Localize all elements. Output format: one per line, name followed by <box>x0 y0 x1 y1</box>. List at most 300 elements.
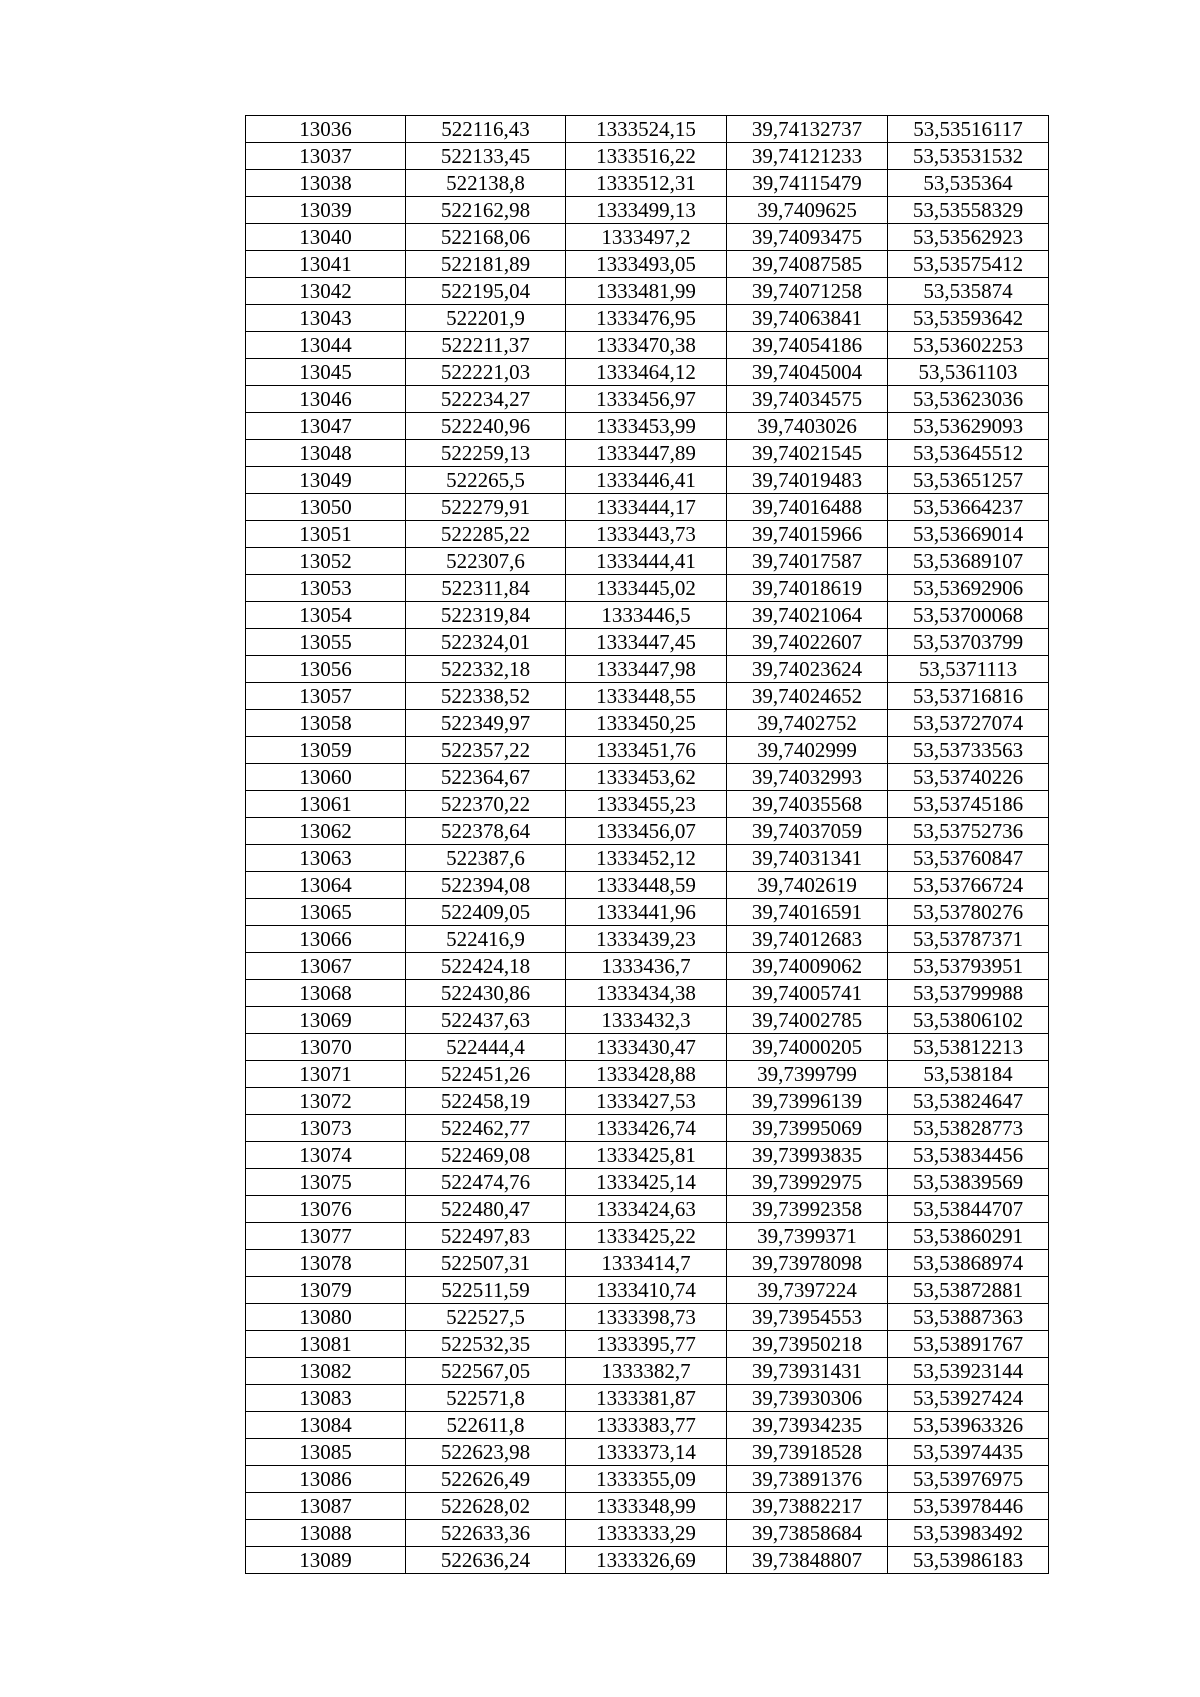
table-row <box>246 899 1049 926</box>
longitude-cell: 39,74063841 <box>727 305 888 332</box>
table-row <box>246 278 1049 305</box>
table-row <box>246 1331 1049 1358</box>
x-coordinate-cell: 522357,22 <box>406 737 566 764</box>
longitude-cell: 39,73954553 <box>727 1304 888 1331</box>
y-coordinate-cell: 1333453,99 <box>566 413 727 440</box>
y-coordinate-cell: 1333434,38 <box>566 980 727 1007</box>
y-coordinate-cell: 1333381,87 <box>566 1385 727 1412</box>
longitude-cell: 39,7402752 <box>727 710 888 737</box>
latitude-cell: 53,53703799 <box>888 629 1049 656</box>
point-number-cell: 13078 <box>246 1250 406 1277</box>
point-number-cell: 13037 <box>246 143 406 170</box>
longitude-cell: 39,73848807 <box>727 1547 888 1574</box>
y-coordinate-cell: 1333493,05 <box>566 251 727 278</box>
table-row <box>246 1034 1049 1061</box>
y-coordinate-cell: 1333333,29 <box>566 1520 727 1547</box>
latitude-cell: 53,53983492 <box>888 1520 1049 1547</box>
latitude-cell: 53,53834456 <box>888 1142 1049 1169</box>
table-row <box>246 737 1049 764</box>
longitude-cell: 39,73918528 <box>727 1439 888 1466</box>
table-row <box>246 845 1049 872</box>
latitude-cell: 53,5361103 <box>888 359 1049 386</box>
longitude-cell: 39,74024652 <box>727 683 888 710</box>
latitude-cell: 53,53868974 <box>888 1250 1049 1277</box>
y-coordinate-cell: 1333524,15 <box>566 116 727 143</box>
latitude-cell: 53,53531532 <box>888 143 1049 170</box>
x-coordinate-cell: 522394,08 <box>406 872 566 899</box>
latitude-cell: 53,53872881 <box>888 1277 1049 1304</box>
y-coordinate-cell: 1333441,96 <box>566 899 727 926</box>
x-coordinate-cell: 522378,64 <box>406 818 566 845</box>
latitude-cell: 53,53623036 <box>888 386 1049 413</box>
point-number-cell: 13053 <box>246 575 406 602</box>
latitude-cell: 53,53887363 <box>888 1304 1049 1331</box>
latitude-cell: 53,53629093 <box>888 413 1049 440</box>
latitude-cell: 53,53664237 <box>888 494 1049 521</box>
x-coordinate-cell: 522116,43 <box>406 116 566 143</box>
latitude-cell: 53,53976975 <box>888 1466 1049 1493</box>
x-coordinate-cell: 522437,63 <box>406 1007 566 1034</box>
coordinates-table <box>245 115 1049 1574</box>
table-row <box>246 305 1049 332</box>
point-number-cell: 13074 <box>246 1142 406 1169</box>
point-number-cell: 13050 <box>246 494 406 521</box>
table-row <box>246 359 1049 386</box>
y-coordinate-cell: 1333373,14 <box>566 1439 727 1466</box>
latitude-cell: 53,53860291 <box>888 1223 1049 1250</box>
latitude-cell: 53,53806102 <box>888 1007 1049 1034</box>
point-number-cell: 13079 <box>246 1277 406 1304</box>
longitude-cell: 39,74037059 <box>727 818 888 845</box>
table-row <box>246 1007 1049 1034</box>
x-coordinate-cell: 522195,04 <box>406 278 566 305</box>
longitude-cell: 39,7402619 <box>727 872 888 899</box>
x-coordinate-cell: 522387,6 <box>406 845 566 872</box>
longitude-cell: 39,73882217 <box>727 1493 888 1520</box>
x-coordinate-cell: 522623,98 <box>406 1439 566 1466</box>
longitude-cell: 39,74071258 <box>727 278 888 305</box>
x-coordinate-cell: 522567,05 <box>406 1358 566 1385</box>
longitude-cell: 39,74021064 <box>727 602 888 629</box>
y-coordinate-cell: 1333395,77 <box>566 1331 727 1358</box>
x-coordinate-cell: 522480,47 <box>406 1196 566 1223</box>
latitude-cell: 53,53812213 <box>888 1034 1049 1061</box>
y-coordinate-cell: 1333446,5 <box>566 602 727 629</box>
point-number-cell: 13054 <box>246 602 406 629</box>
point-number-cell: 13085 <box>246 1439 406 1466</box>
y-coordinate-cell: 1333452,12 <box>566 845 727 872</box>
y-coordinate-cell: 1333456,97 <box>566 386 727 413</box>
latitude-cell: 53,53927424 <box>888 1385 1049 1412</box>
latitude-cell: 53,53562923 <box>888 224 1049 251</box>
longitude-cell: 39,74000205 <box>727 1034 888 1061</box>
latitude-cell: 53,53727074 <box>888 710 1049 737</box>
longitude-cell: 39,74115479 <box>727 170 888 197</box>
longitude-cell: 39,7397224 <box>727 1277 888 1304</box>
table-row <box>246 467 1049 494</box>
table-row <box>246 1412 1049 1439</box>
point-number-cell: 13055 <box>246 629 406 656</box>
x-coordinate-cell: 522571,8 <box>406 1385 566 1412</box>
point-number-cell: 13068 <box>246 980 406 1007</box>
x-coordinate-cell: 522285,22 <box>406 521 566 548</box>
table-row <box>246 170 1049 197</box>
point-number-cell: 13061 <box>246 791 406 818</box>
x-coordinate-cell: 522364,67 <box>406 764 566 791</box>
latitude-cell: 53,53828773 <box>888 1115 1049 1142</box>
x-coordinate-cell: 522349,97 <box>406 710 566 737</box>
longitude-cell: 39,73993835 <box>727 1142 888 1169</box>
latitude-cell: 53,53963326 <box>888 1412 1049 1439</box>
longitude-cell: 39,74016488 <box>727 494 888 521</box>
y-coordinate-cell: 1333444,41 <box>566 548 727 575</box>
x-coordinate-cell: 522451,26 <box>406 1061 566 1088</box>
x-coordinate-cell: 522462,77 <box>406 1115 566 1142</box>
table-row <box>246 1358 1049 1385</box>
y-coordinate-cell: 1333476,95 <box>566 305 727 332</box>
table-row <box>246 386 1049 413</box>
x-coordinate-cell: 522370,22 <box>406 791 566 818</box>
y-coordinate-cell: 1333448,59 <box>566 872 727 899</box>
table-row <box>246 1115 1049 1142</box>
point-number-cell: 13077 <box>246 1223 406 1250</box>
table-row <box>246 197 1049 224</box>
table-row <box>246 1547 1049 1574</box>
longitude-cell: 39,73930306 <box>727 1385 888 1412</box>
table-row <box>246 764 1049 791</box>
latitude-cell: 53,53891767 <box>888 1331 1049 1358</box>
longitude-cell: 39,74005741 <box>727 980 888 1007</box>
table-row <box>246 1493 1049 1520</box>
x-coordinate-cell: 522279,91 <box>406 494 566 521</box>
longitude-cell: 39,73978098 <box>727 1250 888 1277</box>
y-coordinate-cell: 1333455,23 <box>566 791 727 818</box>
y-coordinate-cell: 1333432,3 <box>566 1007 727 1034</box>
latitude-cell: 53,53593642 <box>888 305 1049 332</box>
latitude-cell: 53,5371113 <box>888 656 1049 683</box>
x-coordinate-cell: 522636,24 <box>406 1547 566 1574</box>
table-row <box>246 818 1049 845</box>
point-number-cell: 13073 <box>246 1115 406 1142</box>
y-coordinate-cell: 1333425,22 <box>566 1223 727 1250</box>
point-number-cell: 13076 <box>246 1196 406 1223</box>
y-coordinate-cell: 1333444,17 <box>566 494 727 521</box>
table-row <box>246 521 1049 548</box>
table-row <box>246 1520 1049 1547</box>
y-coordinate-cell: 1333450,25 <box>566 710 727 737</box>
coordinates-table-body <box>246 116 1049 1574</box>
point-number-cell: 13045 <box>246 359 406 386</box>
latitude-cell: 53,53651257 <box>888 467 1049 494</box>
latitude-cell: 53,535874 <box>888 278 1049 305</box>
latitude-cell: 53,53733563 <box>888 737 1049 764</box>
longitude-cell: 39,74031341 <box>727 845 888 872</box>
point-number-cell: 13084 <box>246 1412 406 1439</box>
point-number-cell: 13062 <box>246 818 406 845</box>
table-row <box>246 683 1049 710</box>
point-number-cell: 13043 <box>246 305 406 332</box>
x-coordinate-cell: 522497,83 <box>406 1223 566 1250</box>
table-row <box>246 1223 1049 1250</box>
point-number-cell: 13057 <box>246 683 406 710</box>
point-number-cell: 13064 <box>246 872 406 899</box>
longitude-cell: 39,73891376 <box>727 1466 888 1493</box>
table-row <box>246 143 1049 170</box>
x-coordinate-cell: 522444,4 <box>406 1034 566 1061</box>
x-coordinate-cell: 522162,98 <box>406 197 566 224</box>
longitude-cell: 39,74035568 <box>727 791 888 818</box>
point-number-cell: 13051 <box>246 521 406 548</box>
table-row <box>246 872 1049 899</box>
table-row <box>246 1142 1049 1169</box>
y-coordinate-cell: 1333499,13 <box>566 197 727 224</box>
point-number-cell: 13059 <box>246 737 406 764</box>
y-coordinate-cell: 1333425,14 <box>566 1169 727 1196</box>
point-number-cell: 13087 <box>246 1493 406 1520</box>
latitude-cell: 53,53766724 <box>888 872 1049 899</box>
point-number-cell: 13089 <box>246 1547 406 1574</box>
table-row <box>246 1250 1049 1277</box>
longitude-cell: 39,74121233 <box>727 143 888 170</box>
y-coordinate-cell: 1333497,2 <box>566 224 727 251</box>
longitude-cell: 39,74132737 <box>727 116 888 143</box>
point-number-cell: 13072 <box>246 1088 406 1115</box>
x-coordinate-cell: 522527,5 <box>406 1304 566 1331</box>
x-coordinate-cell: 522511,59 <box>406 1277 566 1304</box>
longitude-cell: 39,74087585 <box>727 251 888 278</box>
latitude-cell: 53,53824647 <box>888 1088 1049 1115</box>
x-coordinate-cell: 522201,9 <box>406 305 566 332</box>
longitude-cell: 39,73992975 <box>727 1169 888 1196</box>
point-number-cell: 13070 <box>246 1034 406 1061</box>
x-coordinate-cell: 522211,37 <box>406 332 566 359</box>
point-number-cell: 13044 <box>246 332 406 359</box>
y-coordinate-cell: 1333516,22 <box>566 143 727 170</box>
y-coordinate-cell: 1333326,69 <box>566 1547 727 1574</box>
latitude-cell: 53,53752736 <box>888 818 1049 845</box>
x-coordinate-cell: 522133,45 <box>406 143 566 170</box>
x-coordinate-cell: 522311,84 <box>406 575 566 602</box>
y-coordinate-cell: 1333443,73 <box>566 521 727 548</box>
table-row <box>246 926 1049 953</box>
table-row <box>246 1385 1049 1412</box>
table-row <box>246 413 1049 440</box>
longitude-cell: 39,74032993 <box>727 764 888 791</box>
table-row <box>246 116 1049 143</box>
y-coordinate-cell: 1333464,12 <box>566 359 727 386</box>
latitude-cell: 53,53760847 <box>888 845 1049 872</box>
table-row <box>246 1439 1049 1466</box>
point-number-cell: 13069 <box>246 1007 406 1034</box>
table-row <box>246 953 1049 980</box>
y-coordinate-cell: 1333414,7 <box>566 1250 727 1277</box>
point-number-cell: 13042 <box>246 278 406 305</box>
x-coordinate-cell: 522324,01 <box>406 629 566 656</box>
latitude-cell: 53,53558329 <box>888 197 1049 224</box>
y-coordinate-cell: 1333348,99 <box>566 1493 727 1520</box>
latitude-cell: 53,53780276 <box>888 899 1049 926</box>
y-coordinate-cell: 1333448,55 <box>566 683 727 710</box>
point-number-cell: 13067 <box>246 953 406 980</box>
x-coordinate-cell: 522138,8 <box>406 170 566 197</box>
y-coordinate-cell: 1333446,41 <box>566 467 727 494</box>
longitude-cell: 39,74022607 <box>727 629 888 656</box>
longitude-cell: 39,7409625 <box>727 197 888 224</box>
x-coordinate-cell: 522265,5 <box>406 467 566 494</box>
point-number-cell: 13036 <box>246 116 406 143</box>
y-coordinate-cell: 1333425,81 <box>566 1142 727 1169</box>
point-number-cell: 13081 <box>246 1331 406 1358</box>
latitude-cell: 53,53978446 <box>888 1493 1049 1520</box>
x-coordinate-cell: 522458,19 <box>406 1088 566 1115</box>
table-row <box>246 602 1049 629</box>
table-row <box>246 1169 1049 1196</box>
x-coordinate-cell: 522469,08 <box>406 1142 566 1169</box>
latitude-cell: 53,53575412 <box>888 251 1049 278</box>
x-coordinate-cell: 522332,18 <box>406 656 566 683</box>
x-coordinate-cell: 522416,9 <box>406 926 566 953</box>
y-coordinate-cell: 1333445,02 <box>566 575 727 602</box>
table-row <box>246 980 1049 1007</box>
table-row <box>246 575 1049 602</box>
point-number-cell: 13046 <box>246 386 406 413</box>
x-coordinate-cell: 522181,89 <box>406 251 566 278</box>
y-coordinate-cell: 1333481,99 <box>566 278 727 305</box>
point-number-cell: 13063 <box>246 845 406 872</box>
table-row <box>246 494 1049 521</box>
x-coordinate-cell: 522611,8 <box>406 1412 566 1439</box>
point-number-cell: 13060 <box>246 764 406 791</box>
table-row <box>246 251 1049 278</box>
latitude-cell: 53,53602253 <box>888 332 1049 359</box>
latitude-cell: 53,53740226 <box>888 764 1049 791</box>
y-coordinate-cell: 1333439,23 <box>566 926 727 953</box>
y-coordinate-cell: 1333456,07 <box>566 818 727 845</box>
x-coordinate-cell: 522409,05 <box>406 899 566 926</box>
point-number-cell: 13041 <box>246 251 406 278</box>
table-row <box>246 791 1049 818</box>
latitude-cell: 53,53986183 <box>888 1547 1049 1574</box>
latitude-cell: 53,53799988 <box>888 980 1049 1007</box>
point-number-cell: 13066 <box>246 926 406 953</box>
latitude-cell: 53,53974435 <box>888 1439 1049 1466</box>
point-number-cell: 13086 <box>246 1466 406 1493</box>
point-number-cell: 13039 <box>246 197 406 224</box>
y-coordinate-cell: 1333398,73 <box>566 1304 727 1331</box>
table-row <box>246 1061 1049 1088</box>
longitude-cell: 39,74017587 <box>727 548 888 575</box>
y-coordinate-cell: 1333447,89 <box>566 440 727 467</box>
y-coordinate-cell: 1333470,38 <box>566 332 727 359</box>
longitude-cell: 39,73950218 <box>727 1331 888 1358</box>
latitude-cell: 53,53645512 <box>888 440 1049 467</box>
longitude-cell: 39,74093475 <box>727 224 888 251</box>
point-number-cell: 13049 <box>246 467 406 494</box>
point-number-cell: 13080 <box>246 1304 406 1331</box>
table-row <box>246 1088 1049 1115</box>
x-coordinate-cell: 522240,96 <box>406 413 566 440</box>
point-number-cell: 13038 <box>246 170 406 197</box>
longitude-cell: 39,73995069 <box>727 1115 888 1142</box>
longitude-cell: 39,74054186 <box>727 332 888 359</box>
y-coordinate-cell: 1333447,98 <box>566 656 727 683</box>
y-coordinate-cell: 1333426,74 <box>566 1115 727 1142</box>
point-number-cell: 13048 <box>246 440 406 467</box>
latitude-cell: 53,53923144 <box>888 1358 1049 1385</box>
table-row <box>246 1277 1049 1304</box>
x-coordinate-cell: 522626,49 <box>406 1466 566 1493</box>
latitude-cell: 53,53692906 <box>888 575 1049 602</box>
longitude-cell: 39,74034575 <box>727 386 888 413</box>
x-coordinate-cell: 522474,76 <box>406 1169 566 1196</box>
longitude-cell: 39,74015966 <box>727 521 888 548</box>
table-row <box>246 1304 1049 1331</box>
y-coordinate-cell: 1333436,7 <box>566 953 727 980</box>
latitude-cell: 53,53787371 <box>888 926 1049 953</box>
table-row <box>246 656 1049 683</box>
y-coordinate-cell: 1333355,09 <box>566 1466 727 1493</box>
y-coordinate-cell: 1333453,62 <box>566 764 727 791</box>
longitude-cell: 39,74021545 <box>727 440 888 467</box>
point-number-cell: 13071 <box>246 1061 406 1088</box>
point-number-cell: 13082 <box>246 1358 406 1385</box>
y-coordinate-cell: 1333383,77 <box>566 1412 727 1439</box>
table-row <box>246 1466 1049 1493</box>
longitude-cell: 39,74002785 <box>727 1007 888 1034</box>
longitude-cell: 39,7403026 <box>727 413 888 440</box>
x-coordinate-cell: 522307,6 <box>406 548 566 575</box>
table-row <box>246 440 1049 467</box>
table-row <box>246 224 1049 251</box>
x-coordinate-cell: 522338,52 <box>406 683 566 710</box>
y-coordinate-cell: 1333424,63 <box>566 1196 727 1223</box>
x-coordinate-cell: 522633,36 <box>406 1520 566 1547</box>
x-coordinate-cell: 522259,13 <box>406 440 566 467</box>
x-coordinate-cell: 522430,86 <box>406 980 566 1007</box>
x-coordinate-cell: 522424,18 <box>406 953 566 980</box>
longitude-cell: 39,74045004 <box>727 359 888 386</box>
point-number-cell: 13088 <box>246 1520 406 1547</box>
latitude-cell: 53,53839569 <box>888 1169 1049 1196</box>
point-number-cell: 13083 <box>246 1385 406 1412</box>
latitude-cell: 53,535364 <box>888 170 1049 197</box>
latitude-cell: 53,53793951 <box>888 953 1049 980</box>
latitude-cell: 53,53516117 <box>888 116 1049 143</box>
longitude-cell: 39,74012683 <box>727 926 888 953</box>
point-number-cell: 13056 <box>246 656 406 683</box>
y-coordinate-cell: 1333428,88 <box>566 1061 727 1088</box>
point-number-cell: 13058 <box>246 710 406 737</box>
point-number-cell: 13052 <box>246 548 406 575</box>
point-number-cell: 13047 <box>246 413 406 440</box>
x-coordinate-cell: 522507,31 <box>406 1250 566 1277</box>
table-row <box>246 1196 1049 1223</box>
x-coordinate-cell: 522532,35 <box>406 1331 566 1358</box>
latitude-cell: 53,53700068 <box>888 602 1049 629</box>
latitude-cell: 53,53844707 <box>888 1196 1049 1223</box>
latitude-cell: 53,538184 <box>888 1061 1049 1088</box>
table-row <box>246 548 1049 575</box>
y-coordinate-cell: 1333512,31 <box>566 170 727 197</box>
latitude-cell: 53,53745186 <box>888 791 1049 818</box>
longitude-cell: 39,73992358 <box>727 1196 888 1223</box>
longitude-cell: 39,74023624 <box>727 656 888 683</box>
table-row <box>246 629 1049 656</box>
y-coordinate-cell: 1333447,45 <box>566 629 727 656</box>
y-coordinate-cell: 1333382,7 <box>566 1358 727 1385</box>
latitude-cell: 53,53669014 <box>888 521 1049 548</box>
y-coordinate-cell: 1333451,76 <box>566 737 727 764</box>
